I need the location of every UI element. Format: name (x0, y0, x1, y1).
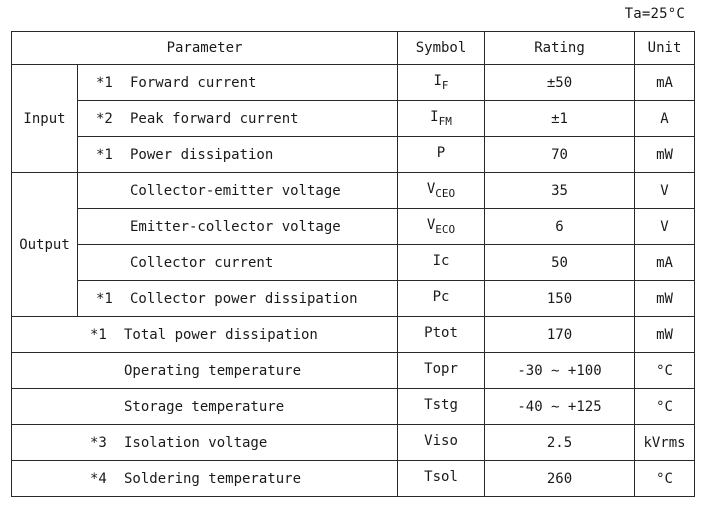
symbol-cell: $V_{CEO}$ (398, 173, 485, 209)
symbol-cell: Pc (398, 281, 485, 317)
table-row (12, 461, 695, 497)
table-row (12, 389, 695, 425)
unit-cell: V (635, 173, 695, 209)
parameter-name: Storage temperature (124, 398, 285, 415)
symbol-cell: $I_F$ (398, 65, 485, 101)
unit-cell: V (635, 209, 695, 245)
unit-cell: mW (635, 317, 695, 353)
parameter-cell (78, 173, 398, 209)
parameter-name: Soldering temperature (124, 470, 302, 487)
note-mark: *4 (90, 470, 107, 487)
parameter-name: Isolation voltage (124, 434, 268, 451)
parameter-cell (78, 101, 398, 137)
rating-cell: 170 (485, 317, 635, 353)
table-row (12, 353, 695, 389)
symbol-cell: Ic (398, 245, 485, 281)
note-mark: *1 (96, 290, 113, 307)
table-row (12, 65, 695, 101)
note-mark: *2 (96, 110, 113, 127)
parameter-name: Power dissipation (130, 146, 274, 163)
rating-cell: 260 (485, 461, 635, 497)
header-symbol: Symbol (398, 32, 485, 65)
symbol-cell: $V_{ECO}$ (398, 209, 485, 245)
header-rating: Rating (485, 32, 635, 65)
note-mark: *1 (96, 146, 113, 163)
parameter-cell (78, 281, 398, 317)
rating-cell: 2.5 (485, 425, 635, 461)
unit-cell: °C (635, 389, 695, 425)
symbol-cell: Tstg (398, 389, 485, 425)
note-mark: *3 (90, 434, 107, 451)
table-row (12, 425, 695, 461)
rating-cell: ±1 (485, 101, 635, 137)
parameter-name: Peak forward current (130, 110, 299, 127)
rating-cell: -30 ∼ +100 (485, 353, 635, 389)
rating-cell: -40 ∼ +125 (485, 389, 635, 425)
header-parameter: Parameter (12, 32, 398, 65)
unit-cell: mA (635, 65, 695, 101)
symbol-cell: Viso (398, 425, 485, 461)
symbol-cell: P (398, 137, 485, 173)
parameter-name: Total power dissipation (124, 326, 318, 343)
parameter-cell (12, 389, 398, 425)
unit-cell: mW (635, 281, 695, 317)
parameter-cell (12, 353, 398, 389)
parameter-name: Operating temperature (124, 362, 302, 379)
symbol-cell: Topr (398, 353, 485, 389)
rating-cell: 70 (485, 137, 635, 173)
symbol-cell: $I_{FM}$ (398, 101, 485, 137)
rating-cell: 35 (485, 173, 635, 209)
table-row (12, 101, 695, 137)
parameter-cell (78, 65, 398, 101)
unit-cell: °C (635, 353, 695, 389)
unit-cell: mW (635, 137, 695, 173)
unit-cell: A (635, 101, 695, 137)
note-mark: *1 (96, 74, 113, 91)
table-row (12, 173, 695, 209)
parameter-cell (78, 209, 398, 245)
unit-cell: °C (635, 461, 695, 497)
table-row (12, 209, 695, 245)
parameter-cell (12, 317, 398, 353)
table-row (12, 281, 695, 317)
group-output-label: Output (12, 173, 78, 317)
header-unit: Unit (635, 32, 695, 65)
table-header-row (12, 32, 695, 65)
table-row (12, 137, 695, 173)
rating-cell: ±50 (485, 65, 635, 101)
symbol-cell: Tsol (398, 461, 485, 497)
unit-cell: mA (635, 245, 695, 281)
ambient-condition: Ta=25°C (624, 6, 685, 22)
unit-cell: kVrms (635, 425, 695, 461)
rating-cell: 6 (485, 209, 635, 245)
rating-cell: 150 (485, 281, 635, 317)
absolute-maximum-ratings-table (11, 31, 695, 497)
parameter-cell (12, 425, 398, 461)
symbol-cell: Ptot (398, 317, 485, 353)
parameter-cell (12, 461, 398, 497)
table-row (12, 245, 695, 281)
parameter-cell (78, 245, 398, 281)
parameter-name: Collector power dissipation (130, 290, 358, 307)
parameter-name: Collector current (130, 254, 274, 271)
parameter-name: Emitter-collector voltage (130, 218, 341, 235)
table-row (12, 317, 695, 353)
rating-cell: 50 (485, 245, 635, 281)
group-input-label: Input (12, 65, 78, 173)
parameter-cell (78, 137, 398, 173)
parameter-name: Collector-emitter voltage (130, 182, 341, 199)
note-mark: *1 (90, 326, 107, 343)
parameter-name: Forward current (130, 74, 257, 91)
